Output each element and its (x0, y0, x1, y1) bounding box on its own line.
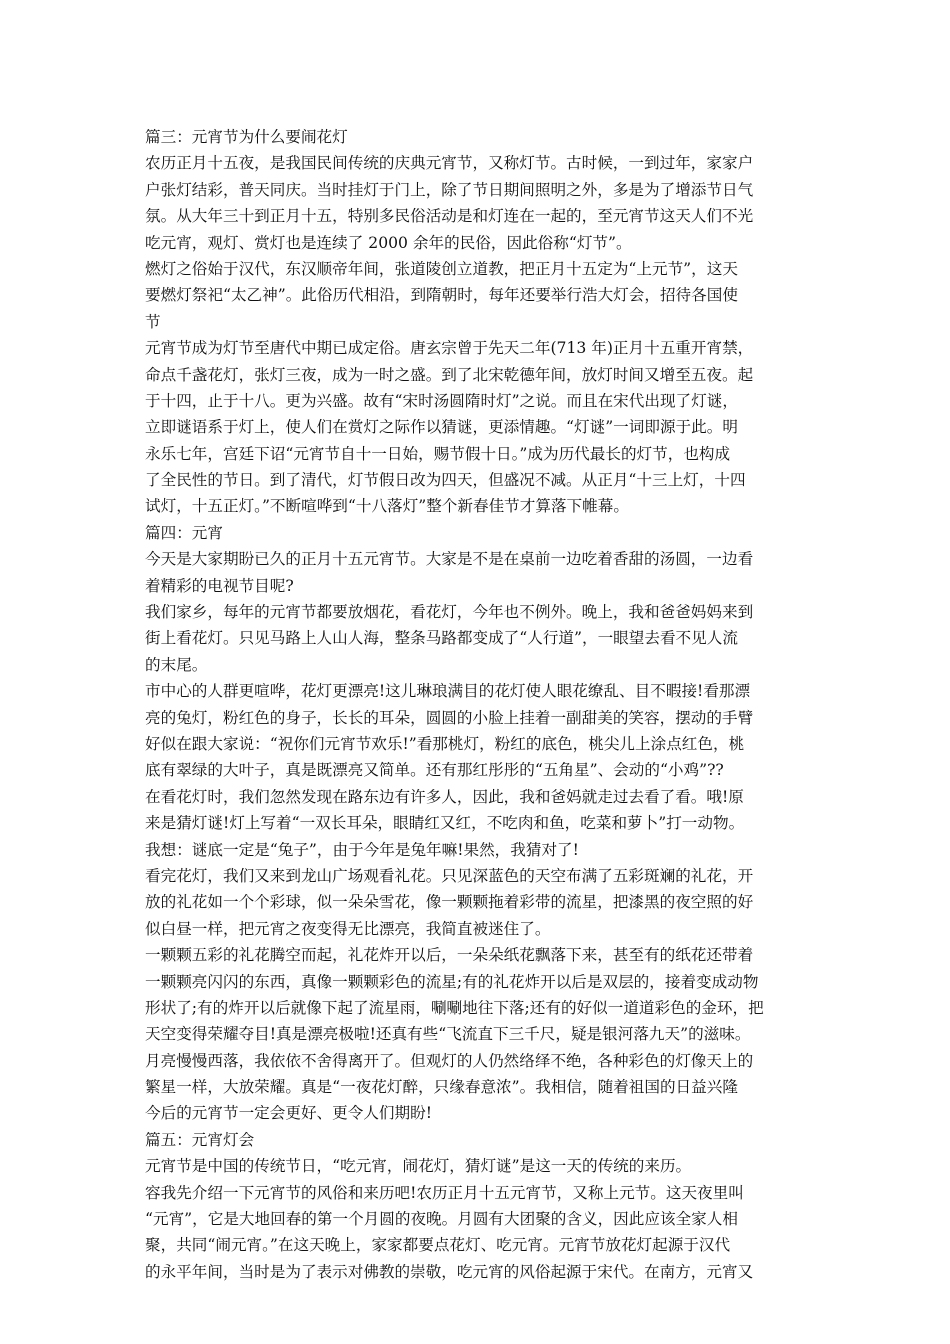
text-line: 聚，共同“闹元宵。”在这天晚上，家家都要点花灯、吃元宵。元宵节放花灯起源于汉代 (145, 1236, 731, 1255)
text-line: 街上看花灯。只见马路上人山人海，整条马路都变成了“人行道”，一眼望去看不见人流 (145, 629, 738, 648)
text-line: 好似在跟大家说：“祝你们元宵节欢乐!”看那桃灯，粉红的底色，桃尖儿上涂点红色，桃 (145, 734, 745, 753)
text-line: 天空变得荣耀夺目!真是漂亮极啦!还真有些“飞流直下三千尺，疑是银河落九天”的滋味。 (145, 1025, 751, 1044)
article-text (145, 124, 810, 1285)
text-line: 篇四：元宵 (145, 523, 223, 542)
text-line: 要燃灯祭祀“太乙神”。此俗历代相沿，到隋朝时，每年还要举行浩大灯会，招待各国使 (145, 286, 738, 305)
text-line: 节 (145, 312, 161, 331)
text-line: 形状了;有的炸开以后就像下起了流星雨，唰唰地往下落;还有的好似一道道彩色的金环，把 (145, 998, 764, 1017)
text-line: 放的礼花如一个个彩球，似一朵朵雪花，像一颗颗拖着彩带的流星，把漆黑的夜空照的好 (145, 893, 754, 912)
text-line: 繁星一样，大放荣耀。真是“一夜花灯醉，只缘春意浓”。我相信，随着祖国的日益兴隆 (145, 1078, 738, 1097)
text-line: 永乐七年，宫廷下诏“元宵节自十一日始，赐节假十日。”成为历代最长的灯节，也构成 (145, 444, 731, 463)
text-line: 着精彩的电视节目呢? (145, 576, 294, 595)
text-line: 的末尾。 (145, 655, 208, 674)
text-line: 一颗颗亮闪闪的东西，真像一颗颗彩色的流星;有的礼花炸开以后是双层的，接着变成动物 (145, 972, 759, 991)
text-line: 立即谜语系于灯上，使人们在赏灯之际作以猜谜，更添情趣。“灯谜”一词即源于此。明 (145, 418, 738, 437)
text-line: 燃灯之俗始于汉代，东汉顺帝年间，张道陵创立道教，把正月十五定为“上元节”，这天 (145, 259, 738, 278)
text-line: 似白昼一样，把元宵之夜变得无比漂亮，我简直被迷住了。 (145, 919, 551, 938)
text-line: 月亮慢慢西落，我依依不舍得离开了。但观灯的人仍然络绎不绝，各种彩色的灯像天上的 (145, 1051, 754, 1070)
text-line: 容我先介绍一下元宵节的风俗和来历吧!农历正月十五元宵节，又称上元节。这天夜里叫 (145, 1183, 744, 1202)
text-line: 元宵节是中国的传统节日，“吃元宵，闹花灯，猜灯谜”是这一天的传统的来历。 (145, 1157, 692, 1176)
text-line: 来是猜灯谜!灯上写着“一双长耳朵，眼睛红又红，不吃肉和鱼，吃菜和萝卜”打一动物。 (145, 814, 745, 833)
text-line: “元宵”，它是大地回春的第一个月圆的夜晚。月圆有大团聚的含义，因此应该全家人相 (145, 1210, 738, 1229)
text-line: 市中心的人群更喧哗，花灯更漂亮!这儿琳琅满目的花灯使人眼花缭乱、目不暇接!看那漂 (145, 682, 751, 701)
text-line: 看完花灯，我们又来到龙山广场观看礼花。只见深蓝色的天空布满了五彩斑斓的礼花，开 (145, 866, 754, 885)
text-line: 吃元宵，观灯、赏灯也是连续了 2000 余年的民俗，因此俗称“灯节”。 (145, 233, 632, 252)
text-line: 今后的元宵节一定会更好、更令人们期盼! (145, 1104, 432, 1123)
text-line: 户张灯结彩，普天同庆。当时挂灯于门上，除了节日期间照明之外，多是为了增添节日气 (145, 180, 754, 199)
text-line: 氛。从大年三十到正月十五，特别多民俗活动是和灯连在一起的，至元宵节这天人们不光 (145, 207, 754, 226)
text-line: 我想：谜底一定是“兔子”，由于今年是兔年嘛!果然，我猜对了! (145, 840, 579, 859)
text-line: 农历正月十五夜，是我国民间传统的庆典元宵节，又称灯节。古时候，一到过年，家家户 (145, 154, 754, 173)
text-line: 篇三：元宵节为什么要闹花灯 (145, 128, 348, 146)
text-line: 元宵节成为灯节至唐代中期已成定俗。唐玄宗曾于先天二年(713 年)正月十五重开宵禁， (145, 339, 754, 358)
text-line: 一颗颗五彩的礼花腾空而起，礼花炸开以后，一朵朵纸花飘落下来，甚至有的纸花还带着 (145, 946, 754, 965)
text-line: 亮的兔灯，粉红色的身子，长长的耳朵，圆圆的小脸上挂着一副甜美的笑容，摆动的手臂 (145, 708, 754, 727)
text-line: 我们家乡，每年的元宵节都要放烟花，看花灯，今年也不例外。晚上，我和爸爸妈妈来到 (145, 603, 754, 622)
text-line: 篇五：元宵灯会 (145, 1130, 255, 1149)
text-line: 在看花灯时，我们忽然发现在路东边有许多人，因此，我和爸妈就走过去看了看。哦!原 (145, 787, 744, 806)
text-line: 命点千盏花灯，张灯三夜，成为一时之盛。到了北宋乾德年间，放灯时间又增至五夜。起 (145, 365, 754, 384)
text-line: 今天是大家期盼已久的正月十五元宵节。大家是不是在桌前一边吃着香甜的汤圆，一边看 (145, 550, 754, 569)
text-line: 的永平年间，当时是为了表示对佛教的崇敬，吃元宵的风俗起源于宋代。在南方，元宵又 (145, 1262, 754, 1281)
text-line: 试灯，十五正灯。”不断喧哗到“十八落灯”整个新春佳节才算落下帷幕。 (145, 497, 629, 516)
text-line: 了全民性的节日。到了清代，灯节假日改为四天，但盛况不减。从正月“十三上灯，十四 (145, 471, 746, 490)
text-line: 于十四，止于十八。更为兴盛。故有“宋时汤圆隋时灯”之说。而且在宋代出现了灯谜， (145, 391, 738, 410)
text-line: 底有翠绿的大叶子，真是既漂亮又简单。还有那红彤彤的“五角星”、会动的“小鸡”?? (145, 761, 724, 780)
